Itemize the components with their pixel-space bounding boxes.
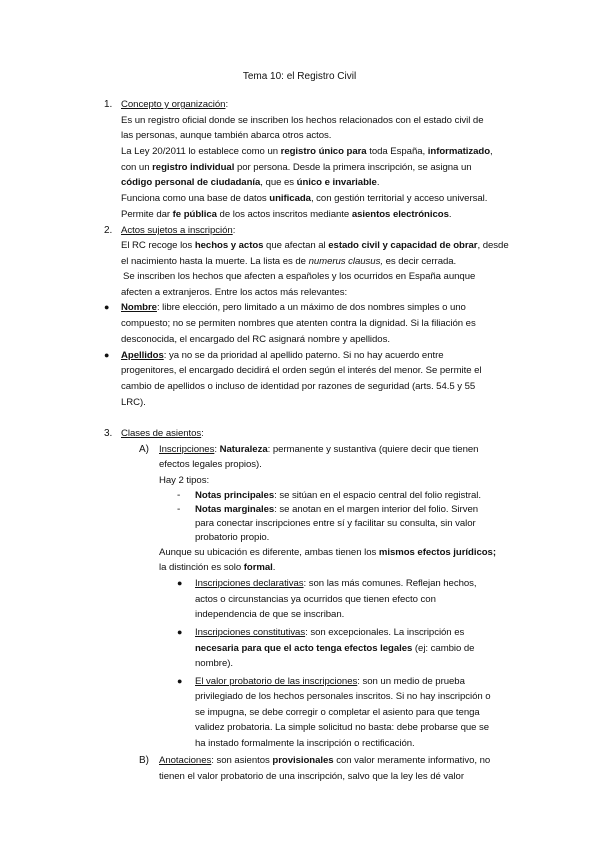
paragraph-line: se impugna, se debe corregir o completar el asiento para que tenga <box>195 707 480 718</box>
paragraph-line <box>195 641 474 657</box>
paragraph-line <box>121 144 493 160</box>
bold-text: mismos efectos jurídicos; <box>378 547 496 558</box>
bold-text: registro único para <box>280 146 367 157</box>
paragraph-line: para conectar inscripciones entre sí y facilitar su consulta, sin valor <box>195 518 476 529</box>
paragraph-line: privilegiado de los hechos personales inscritos. Si no hay inscripción o <box>195 691 491 702</box>
paragraph-line: Hay 2 tipos: <box>159 475 210 486</box>
heading-text: Clases de asientos <box>121 428 202 439</box>
text-run: de los actos inscritos mediante <box>216 209 352 220</box>
list-item <box>121 300 466 316</box>
paragraph-line <box>159 545 496 561</box>
heading-text: Anotaciones <box>159 755 212 766</box>
text-run: : se sitúan en el espacio central del folio registral. <box>274 490 482 501</box>
bold-text: código personal de ciudadanía <box>121 177 261 188</box>
bold-text: hechos y actos <box>194 240 264 251</box>
bold-text: provisionales <box>272 755 334 766</box>
text-run: El RC recoge los <box>121 240 195 251</box>
dash-marker: - <box>177 490 181 501</box>
bold-text: informatizado <box>427 146 491 157</box>
text-run: : son asientos <box>211 755 273 766</box>
text-run: con valor meramente informativo, no <box>333 755 491 766</box>
section-number: 1. <box>104 99 113 110</box>
bold-text: necesaria para que el acto tenga efectos legales <box>195 643 413 654</box>
paragraph-line <box>121 175 379 191</box>
heading-text: Concepto y organización <box>121 99 226 110</box>
text-run: : <box>214 444 220 455</box>
paragraph-line <box>121 254 456 270</box>
text-run: : son un medio de prueba <box>357 676 465 687</box>
paragraph-line: efectos legales propios). <box>159 459 262 470</box>
heading-colon: : <box>232 225 236 236</box>
bold-text: Notas principales <box>195 490 275 501</box>
dash-marker: - <box>177 504 181 515</box>
text-run: con un <box>121 162 153 173</box>
bold-text: Naturaleza <box>219 444 268 455</box>
bold-text: registro individual <box>152 162 235 173</box>
text-run: : se anotan en el margen interior del folio. Sirven <box>274 504 479 515</box>
list-item <box>195 674 465 690</box>
bullet-icon: ● <box>104 302 110 312</box>
bold-text: fe pública <box>172 209 217 220</box>
text-run: Aunque su ubicación es diferente, ambas tienen los <box>159 547 379 558</box>
subsection-heading-a <box>159 442 478 458</box>
paragraph-line: Se inscriben los hechos que afecten a españoles y los ocurridos en España aunque <box>123 271 476 282</box>
paragraph-line <box>159 560 275 576</box>
paragraph-line: las personas, aunque también abarca otros actos. <box>121 130 332 141</box>
paragraph-line: tienen el valor probatorio de una inscripción, salvo que la ley les dé valor <box>159 771 464 782</box>
list-item <box>195 576 477 592</box>
underlined-text: El valor probatorio de las inscripciones <box>195 676 358 687</box>
text-run: , desde <box>477 240 509 251</box>
text-run: : son excepcionales. La inscripción es <box>305 627 465 638</box>
bold-text: Nombre <box>121 302 157 313</box>
bold-text: formal <box>243 562 273 573</box>
text-run: . <box>448 209 452 220</box>
text-run: : libre elección, pero limitado a un máximo de dos nombres simples o uno <box>156 302 466 313</box>
underlined-text: Inscripciones constitutivas <box>195 627 306 638</box>
heading-text: Inscripciones <box>159 444 215 455</box>
heading-colon: : <box>225 99 229 110</box>
section-number: 2. <box>104 225 113 236</box>
bold-text: estado civil y capacidad de obrar <box>328 240 478 251</box>
text-run: : permanente y sustantiva (quiere decir que tienen <box>267 444 479 455</box>
text-run: el nacimiento hasta la muerte. La lista es de <box>121 256 309 267</box>
bold-text: unificada <box>269 193 311 204</box>
paragraph-line: afecten a extranjeros. Entre los actos más relevantes: <box>121 287 348 298</box>
paragraph-line: nombre). <box>195 658 233 669</box>
underlined-text: Inscripciones declarativas <box>195 578 304 589</box>
list-item <box>121 348 444 364</box>
paragraph-line <box>121 207 452 223</box>
bold-text: asientos electrónicos <box>351 209 449 220</box>
bullet-icon: ● <box>177 627 183 637</box>
text-run: por persona. Desde la primera inscripción, se asigna un <box>234 162 472 173</box>
section-heading-2 <box>121 223 235 239</box>
bullet-icon: ● <box>177 676 183 686</box>
paragraph-line <box>121 191 487 207</box>
text-run: la distinción es solo <box>159 562 244 573</box>
subsection-letter: A) <box>139 444 149 455</box>
text-run: La Ley 20/2011 lo establece como un <box>121 146 281 157</box>
paragraph-line: actos o circunstancias ya ocurridos que tienen efecto con <box>195 594 436 605</box>
text-run: que afectan al <box>263 240 329 251</box>
text-run: es decir cerrada. <box>382 256 457 267</box>
text-run: , con gestión territorial y acceso universal. <box>310 193 488 204</box>
text-run: . <box>376 177 380 188</box>
bullet-icon: ● <box>177 578 183 588</box>
paragraph-line: validez probatoria. La simple solicitud no basta: debe probarse que se <box>195 722 490 733</box>
text-run: , que es <box>260 177 297 188</box>
text-run: Permite dar <box>121 209 173 220</box>
section-number: 3. <box>104 428 113 439</box>
paragraph-line: desconocida, el encargado del RC asignará nombre y apellidos. <box>121 334 390 345</box>
text-run: : son las más comunes. Reflejan hechos, <box>303 578 477 589</box>
heading-text: Actos sujetos a inscripción <box>121 225 233 236</box>
paragraph-line: Es un registro oficial donde se inscriben los hechos relacionados con el estado civil de <box>121 115 484 126</box>
italic-text: numerus clausus, <box>308 256 383 267</box>
subsection-letter: B) <box>139 755 149 766</box>
bold-text: único e invariable <box>296 177 377 188</box>
heading-colon: : <box>201 428 204 439</box>
paragraph-line <box>121 160 472 176</box>
paragraph-line: probatorio propio. <box>195 532 270 543</box>
paragraph-line: compuesto; no se permiten nombres que atenten contra la dignidad. Si la filiación es <box>121 318 476 329</box>
paragraph-line: progenitores, el encargado decidirá el orden según el interés del menor. Se permite el <box>121 365 482 376</box>
text-run: , <box>490 146 493 157</box>
text-run: (ej: cambio de <box>412 643 475 654</box>
text-run: toda España, <box>366 146 428 157</box>
paragraph-line: cambio de apellidos o incluso de identidad por razones de seguridad (arts. 54.5 y 55 <box>121 381 476 392</box>
section-heading-1 <box>121 97 228 113</box>
bullet-icon: ● <box>104 350 110 360</box>
text-run: . <box>272 562 276 573</box>
bold-text: Notas marginales <box>195 504 275 515</box>
bold-text: Apellidos <box>121 350 164 361</box>
section-heading-3 <box>121 426 204 442</box>
paragraph-line: independencia de que se inscriban. <box>195 609 345 620</box>
paragraph-line: ha instado formalmente la inscripción o rectificación. <box>195 738 415 749</box>
page-title: Tema 10: el Registro Civil <box>242 71 357 82</box>
list-item <box>195 625 464 641</box>
text-run: : ya no se da prioridad al apellido paterno. Si no hay acuerdo entre <box>163 350 444 361</box>
paragraph-line <box>121 238 509 254</box>
subsection-heading-b <box>159 753 490 769</box>
text-run: Funciona como una base de datos <box>121 193 270 204</box>
paragraph-line: LRC). <box>121 397 146 408</box>
